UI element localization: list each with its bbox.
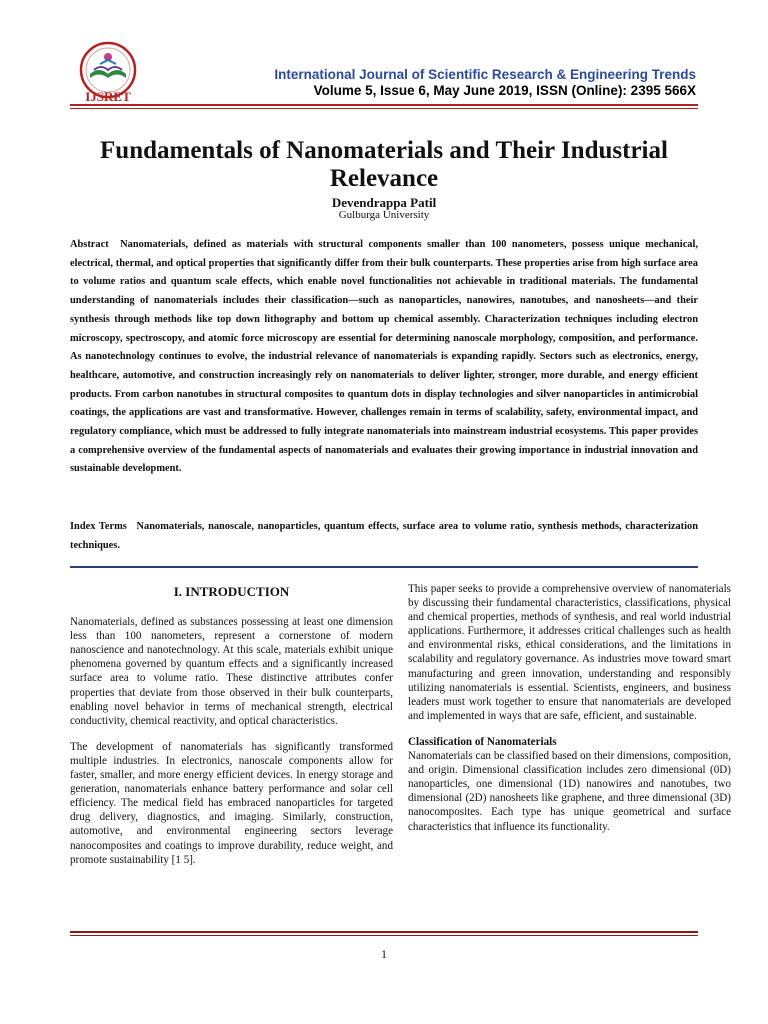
- journal-volume-line: Volume 5, Issue 6, May June 2019, ISSN (Online): 2395 566X: [313, 83, 696, 98]
- header-divider: [70, 104, 698, 109]
- classification-paragraph: Nanomaterials can be classified based on their dimensions, composition, and origin. Dimensional classification includes zero dimensional (0D) nanoparticles, one dimensional (1D) nanowires and nanotubes, two dimensional (2D) nanosheets like graphene, and three dimensional (3D) nanocomposites. Each type has unique geometrical and surface characteristics that influence its functionality.: [408, 750, 731, 833]
- footer-divider: [70, 931, 698, 936]
- body-paragraph: This paper seeks to provide a comprehensive overview of nanomaterials by discussing their fundamental characteristics, classifications, physical and chemical properties, methods of synthesis, and real world industrial applications. Furthermore, it addresses critical challenges such as health and environmental risks, ethical considerations, and the limitations in scalability and regulatory governance. As industries move toward smart manufacturing and green innovation, understanding and responsibly utilizing nanomaterials is essential. Scientists, engineers, and business leaders must work together to ensure that nanomaterials are developed and implemented in ways that are safe, efficient, and sustainable.: [408, 583, 731, 722]
- journal-logo: [70, 40, 146, 104]
- journal-title: International Journal of Scientific Research & Engineering Trends: [274, 67, 696, 82]
- subheading-classification: Classification of Nanomaterials: [408, 735, 557, 748]
- intro-paragraph: Nanomaterials, defined as substances possessing at least one dimension less than 100 nanometers, represent a cornerstone of modern nanoscience and nanotechnology. At this scale, materials exhibit unique phenomena governed by quantum effects and a significantly increased surface area to volume ratio. These distinctive attributes confer properties that deviate from those observed in their bulk counterparts, enabling novel behavior in terms of mechanical strength, electrical conductivity, chemical reactivity, and optical characteristics.: [70, 616, 393, 727]
- left-column: [70, 582, 393, 879]
- abstract-text: Nanomaterials, defined as materials with structural components smaller than 100 nanometers, possess unique mechanical, electrical, thermal, and optical properties that significantly differ from their bulk counterparts. These properties arise from high surface area to volume ratios and quantum scale effects, which enable novel functionalities not achievable in traditional materials. The fundamental understanding of nanomaterials includes their classification—such as nanoparticles, nanowires, nanotubes, and nanosheets—and their synthesis through methods like top down lithography and bottom up chemical assembly. Characterization techniques including electron microscopy, spectroscopy, and atomic force microscopy are essential for determining nanoscale morphology, composition, and performance. As nanotechnology continues to evolve, the industrial relevance of nanomaterials is expanding rapidly. Sectors such as electronics, energy, healthcare, automotive, and construction increasingly rely on nanomaterials to deliver lighter, stronger, more durable, and energy efficient products. From carbon nanotubes in structural composites to quantum dots in display technologies and silver nanoparticles in antimicrobial coatings, the applications are vast and transformative. However, challenges remain in terms of scalability, safety, environmental impact, and regulatory compliance, which must be addressed to fully integrate nanomaterials into mainstream industrial ecosystems. This paper provides a comprehensive overview of the fundamental aspects of nanomaterials and evaluates their growing importance in industrial innovation and sustainable development.: [70, 239, 698, 475]
- right-column: [408, 582, 731, 846]
- index-terms: [70, 518, 698, 555]
- intro-paragraph: The development of nanomaterials has significantly transformed multiple industries. In electronics, nanoscale components allow for faster, smaller, and more energy efficient devices. In energy storage and generation, nanomaterials enhance battery performance and solar cell efficiency. The medical field has embraced nanoparticles for targeted drug delivery, diagnostics, and imaging. Similarly, construction, automotive, and environmental engineering sectors leverage nanocomposites and coatings to improve durability, reduce weight, and promote sustainability [1 5].: [70, 740, 393, 866]
- ijsret-logo-graphic: [70, 40, 146, 104]
- index-terms-text: Nanomaterials, nanoscale, nanoparticles, quantum effects, surface area to volume ratio, synthesis methods, characterization techniques.: [70, 521, 698, 551]
- author-name: Devendrappa Patil: [331, 195, 437, 210]
- paper-title: Fundamentals of Nanomaterials and Their Industrial Relevance: [100, 137, 668, 192]
- abstract-label: Abstract: [70, 239, 109, 250]
- svg-text:IJSRET: IJSRET: [85, 89, 131, 104]
- abstract: [70, 236, 698, 479]
- page-number: 1: [381, 947, 387, 961]
- index-terms-label: Index Terms: [70, 521, 127, 532]
- section-heading-introduction: I. INTRODUCTION: [173, 584, 290, 599]
- section-divider: [70, 566, 698, 568]
- author-affiliation: Gulburga University: [338, 209, 430, 221]
